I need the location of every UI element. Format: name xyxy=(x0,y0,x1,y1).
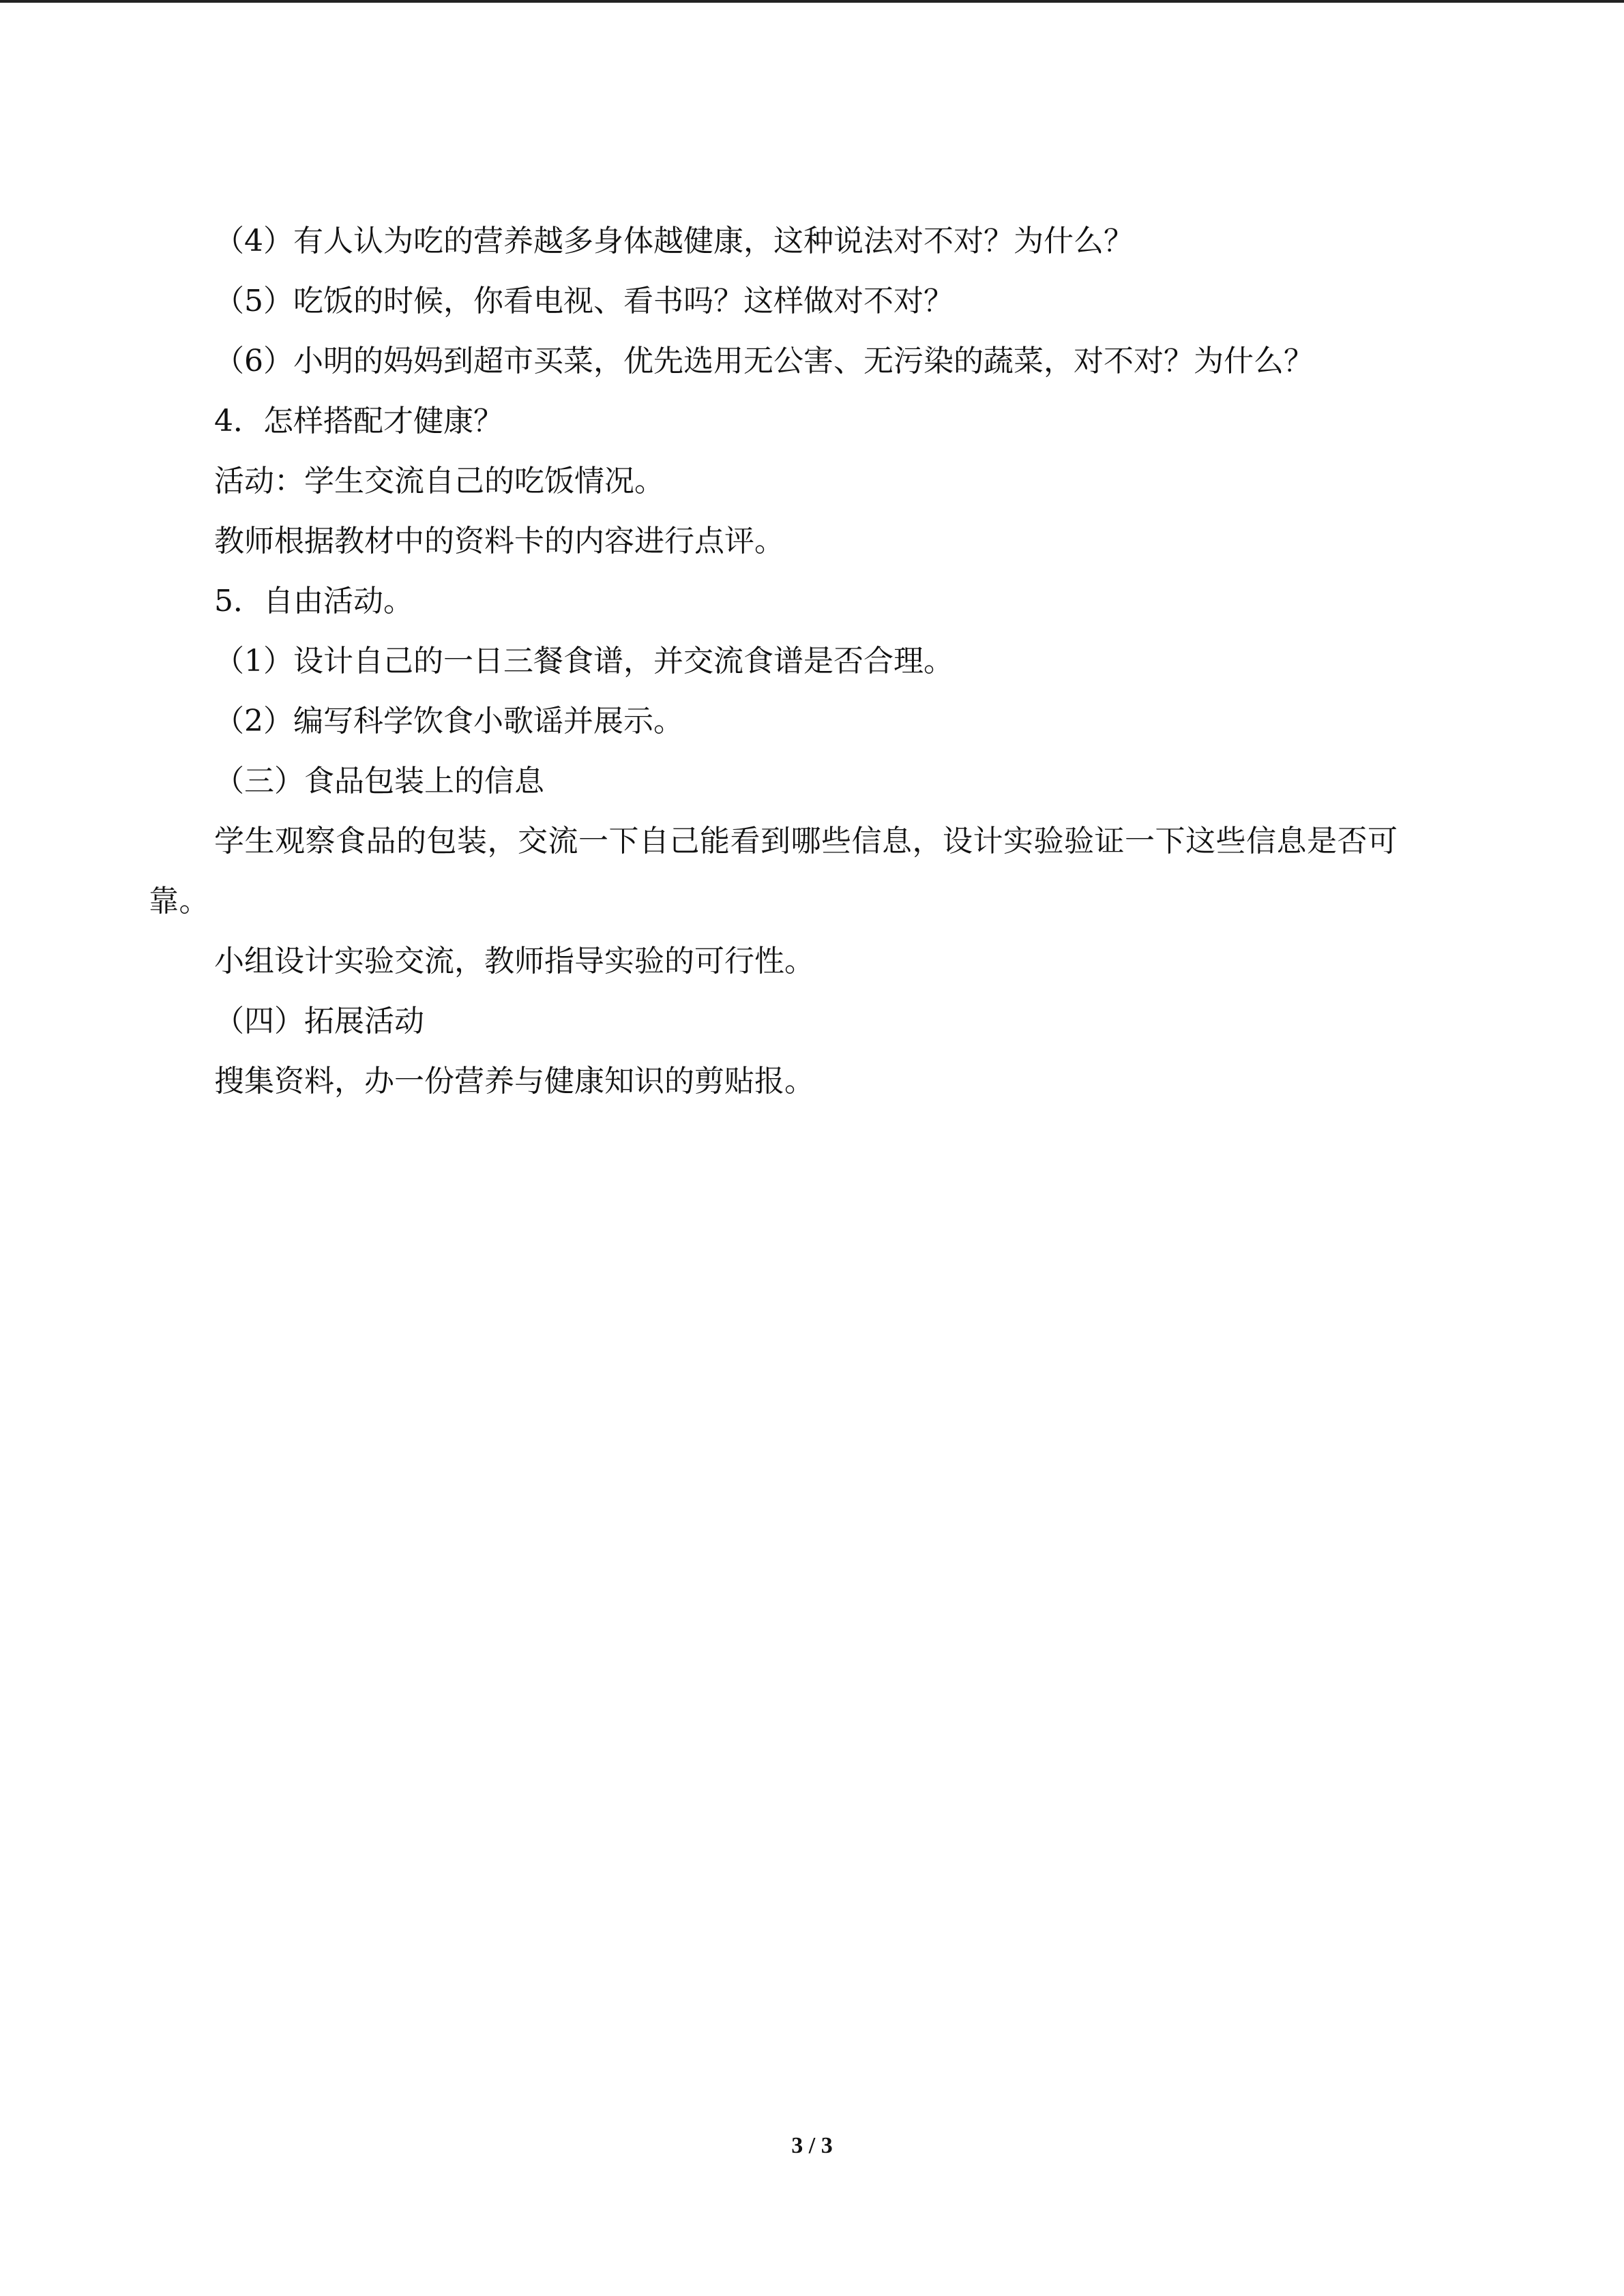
document-body xyxy=(149,211,1458,1112)
question-6: （6）小明的妈妈到超市买菜，优先选用无公害、无污染的蔬菜，对不对？为什么？ xyxy=(214,344,1314,378)
section-4-teacher-note: 教师根据教材中的资料卡的内容进行点评。 xyxy=(214,524,784,558)
question-4: （4）有人认为吃的营养越多身体越健康，这种说法对不对？为什么？ xyxy=(214,224,1134,258)
section-5-item-2: （2）编写科学饮食小歌谣并展示。 xyxy=(214,704,683,739)
part-3-group-note: 小组设计实验交流，教师指导实验的可行性。 xyxy=(214,944,814,979)
section-5-heading: 5．自由活动。 xyxy=(214,584,413,618)
part-3-paragraph: 学生观察食品的包装，交流一下自己能看到哪些信息，设计实验验证一下这些信息是否可靠。 xyxy=(149,824,1398,919)
section-4-activity: 活动：学生交流自己的吃饭情况。 xyxy=(214,464,664,498)
page-number: 3 / 3 xyxy=(791,2133,833,2158)
page-top-border xyxy=(0,0,1624,3)
part-4-paragraph: 搜集资料，办一份营养与健康知识的剪贴报。 xyxy=(214,1064,814,1099)
question-5: （5）吃饭的时候，你看电视、看书吗？这样做对不对？ xyxy=(214,284,954,318)
section-5-item-1: （1）设计自己的一日三餐食谱，并交流食谱是否合理。 xyxy=(214,644,954,679)
part-3-heading: （三）食品包装上的信息 xyxy=(214,764,544,799)
part-4-heading: （四）拓展活动 xyxy=(214,1004,424,1039)
section-4-heading: 4．怎样搭配才健康？ xyxy=(214,404,503,438)
